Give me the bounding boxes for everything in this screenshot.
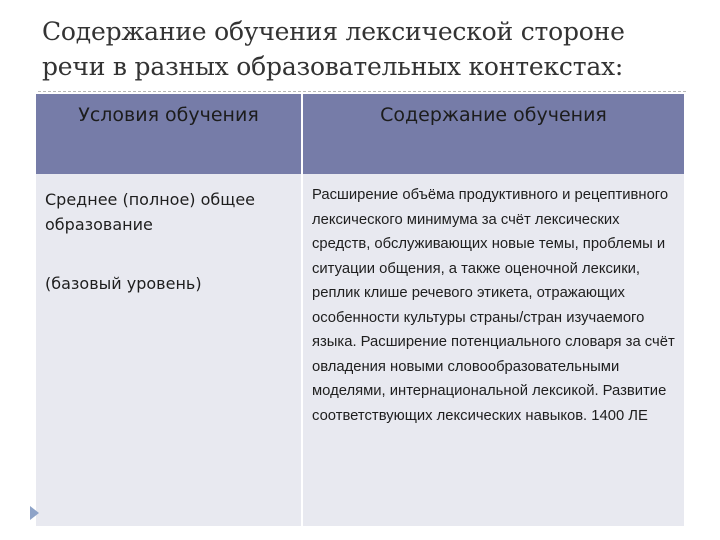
triangle-right-icon <box>30 506 39 520</box>
conditions-cell <box>36 174 302 526</box>
title-divider <box>38 91 686 92</box>
header-conditions: Условия обучения <box>36 94 302 174</box>
education-type: Среднее (полное) общее образование <box>45 190 256 234</box>
content-text: Расширение объёма продуктивного и рецептивного лексического минимума за счёт лексических средств, обслуживающих новые темы, проблемы и ситуации общения, а также оценочной лексики, реплик клише речевого этикета, отражающих особенности культуры страны/стран изучаемого языка. Расширение потенциального словаря за счёт овладения новыми словообразовательными моделями, интернациональной лексикой. Развитие соответствующих лексических навыков. 1400 ЛЕ <box>312 187 675 424</box>
table-row <box>36 174 684 526</box>
education-level: (базовый уровень) <box>45 274 202 293</box>
content-table <box>36 94 684 526</box>
content-cell <box>302 174 684 526</box>
table-header-row <box>36 94 684 174</box>
header-content: Содержание обучения <box>302 94 684 174</box>
slide-title: Содержание обучения лексической стороне речи в разных образовательных контекстах: <box>42 17 625 81</box>
